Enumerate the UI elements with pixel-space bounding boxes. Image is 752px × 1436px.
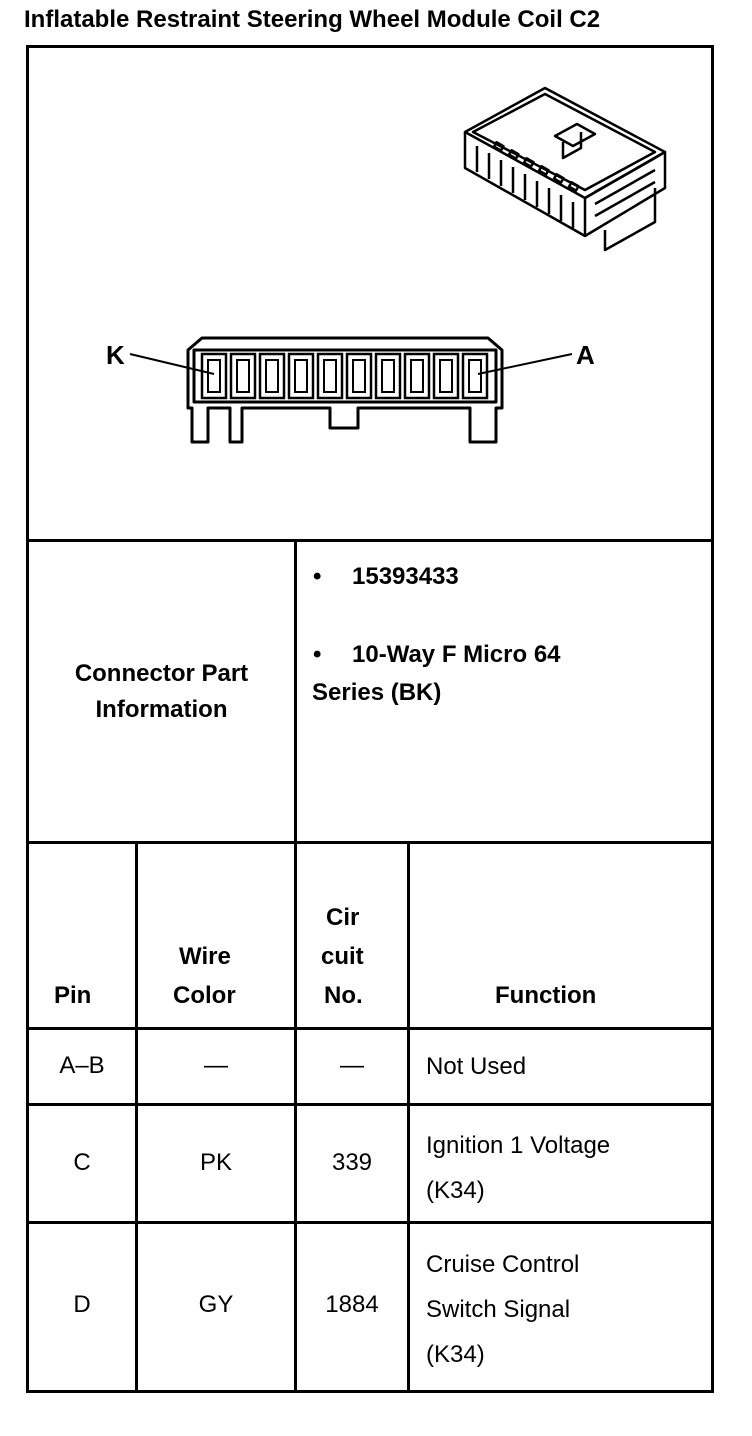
row3-wire: GY <box>198 1291 234 1319</box>
row2-function-line2: (K34) <box>426 1177 485 1204</box>
header-wire-color-1: Wire <box>179 943 231 970</box>
row2-circuit: 339 <box>331 1149 373 1177</box>
pin-label-k: K <box>106 340 125 370</box>
pin-label-a: A <box>576 340 595 370</box>
connector-part-info-label <box>29 542 294 841</box>
row1-function <box>426 1048 526 1086</box>
header-circuit-3: No. <box>324 982 363 1009</box>
page-title: Inflatable Restraint Steering Wheel Module Coil C2 <box>24 6 601 33</box>
divider-partinfo-vertical <box>294 539 297 844</box>
header-circuit-1: Cir <box>326 904 360 931</box>
header-function: Function <box>495 982 597 1009</box>
divider-col-circuit <box>407 841 410 1390</box>
header-circuit-2: cuit <box>321 943 364 970</box>
description-bullet: • <box>313 641 322 668</box>
header-pin: Pin <box>54 982 92 1009</box>
row1-function-line1: Not Used <box>426 1053 527 1080</box>
row2-pin: C <box>73 1149 91 1177</box>
connector-isometric-drawing <box>455 80 685 270</box>
row3-pin: D <box>73 1291 91 1319</box>
row3-function <box>426 1242 579 1377</box>
connector-description-line2: Series (BK) <box>312 679 442 706</box>
row2-function-line1: Ignition 1 Voltage <box>426 1132 611 1159</box>
connector-part-info-line2: Information <box>95 695 228 723</box>
row3-circuit: 1884 <box>325 1291 379 1319</box>
row1-wire: — <box>204 1052 228 1080</box>
connector-part-info-line1: Connector Part <box>74 659 249 687</box>
row1-circuit: — <box>340 1052 364 1080</box>
row3-function-line2: Switch Signal <box>426 1296 571 1323</box>
row3-function-line1: Cruise Control <box>426 1251 580 1278</box>
row1-pin: A–B <box>59 1052 105 1080</box>
row2-wire: PK <box>199 1149 232 1177</box>
row2-function <box>426 1123 610 1213</box>
connector-description-line1: 10-Way F Micro 64 <box>352 641 561 668</box>
part-number-bullet: • <box>313 563 322 590</box>
header-wire-color-2: Color <box>173 982 236 1009</box>
row3-function-line3: (K34) <box>426 1341 485 1368</box>
part-number: 15393433 <box>352 563 459 590</box>
divider-partinfo-bottom <box>26 841 711 844</box>
